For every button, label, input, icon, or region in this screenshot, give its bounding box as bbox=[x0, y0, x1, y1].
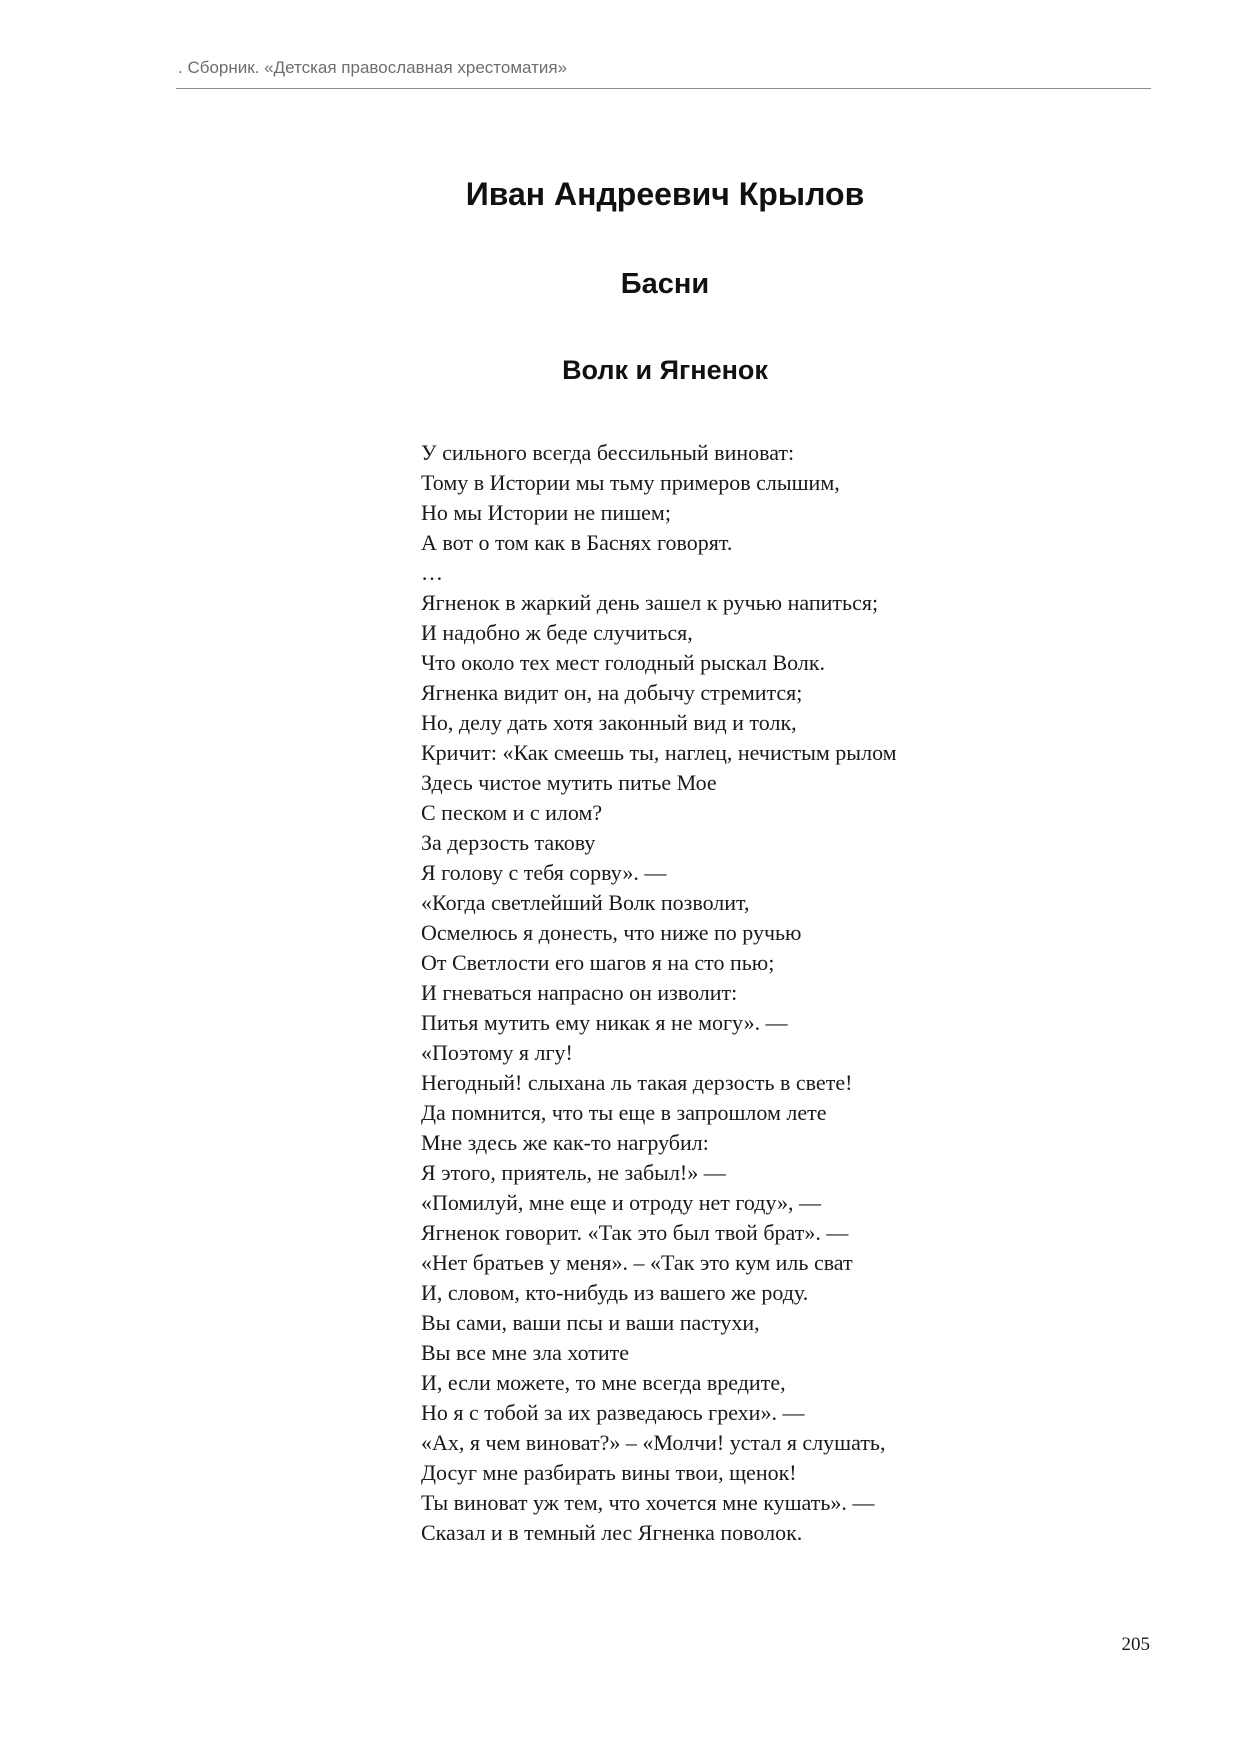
poem-line: … bbox=[421, 560, 443, 585]
poem-line: А вот о том как в Баснях говорят. bbox=[421, 530, 733, 555]
poem-line: Кричит: «Как смеешь ты, наглец, нечистым рылом bbox=[421, 740, 897, 765]
poem-line: И, если можете, то мне всегда вредите, bbox=[421, 1370, 786, 1395]
author-name: Иван Андреевич Крылов bbox=[465, 176, 865, 212]
poem-line: Питья мутить ему никак я не могу». — bbox=[421, 1010, 788, 1035]
section-title: Басни bbox=[620, 268, 710, 300]
poem-line: И гневаться напрасно он изволит: bbox=[421, 980, 738, 1005]
poem-line: За дерзость такову bbox=[421, 830, 596, 855]
poem-line: И, словом, кто-нибудь из вашего же роду. bbox=[421, 1280, 809, 1305]
poem-line: Ягненок говорит. «Так это был твой брат». — bbox=[421, 1220, 849, 1245]
poem-line: Ты виноват уж тем, что хочется мне кушать». — bbox=[421, 1490, 875, 1515]
poem-line: От Светлости его шагов я на сто пью; bbox=[421, 950, 775, 975]
poem-line: Вы сами, ваши псы и ваши пастухи, bbox=[421, 1310, 760, 1335]
poem-line: Здесь чистое мутить питье Мое bbox=[421, 770, 717, 795]
poem-line: И надобно ж беде случиться, bbox=[421, 620, 693, 645]
fable-title: Волк и Ягненок bbox=[562, 355, 768, 385]
poem-line: Но я с тобой за их разведаюсь грехи». — bbox=[421, 1400, 805, 1425]
poem-line: Вы все мне зла хотите bbox=[421, 1340, 630, 1365]
page-number: 205 bbox=[1121, 1634, 1150, 1655]
poem-line: Ягненка видит он, на добычу стремится; bbox=[421, 680, 803, 705]
poem-line: «Нет братьев у меня». – «Так это кум иль сват bbox=[421, 1250, 853, 1275]
poem-line: «Когда светлейший Волк позволит, bbox=[421, 890, 750, 915]
poem-line: Но мы Истории не пишем; bbox=[421, 500, 671, 525]
poem-line: Осмелюсь я донесть, что ниже по ручью bbox=[421, 920, 802, 945]
poem-line: Досуг мне разбирать вины твои, щенок! bbox=[421, 1460, 797, 1485]
poem-line: Что около тех мест голодный рыскал Волк. bbox=[421, 650, 826, 675]
poem-line: Мне здесь же как-то нагрубил: bbox=[421, 1130, 709, 1155]
header-divider bbox=[176, 88, 1151, 89]
poem-line: Я голову с тебя сорву». — bbox=[421, 860, 667, 885]
poem-line: Ягненок в жаркий день зашел к ручью напиться; bbox=[421, 590, 879, 615]
poem-line: Негодный! слыхана ль такая дерзость в свете! bbox=[421, 1070, 853, 1095]
poem-line: С песком и с илом? bbox=[421, 800, 603, 825]
poem-line: Но, делу дать хотя законный вид и толк, bbox=[421, 710, 797, 735]
poem-line: Я этого, приятель, не забыл!» — bbox=[421, 1160, 726, 1185]
poem-text bbox=[421, 438, 897, 1548]
poem-line: Тому в Истории мы тьму примеров слышим, bbox=[421, 470, 840, 495]
poem-line: «Помилуй, мне еще и отроду нет году», — bbox=[421, 1190, 822, 1215]
poem-line: «Ах, я чем виноват?» – «Молчи! устал я слушать, bbox=[421, 1430, 886, 1455]
poem-line: У сильного всегда бессильный виноват: bbox=[421, 440, 795, 465]
poem-line: Да помнится, что ты еще в запрошлом лете bbox=[421, 1100, 827, 1125]
poem-line: Сказал и в темный лес Ягненка поволок. bbox=[421, 1520, 803, 1545]
running-header: . Сборник. «Детская православная хрестоматия» bbox=[178, 58, 568, 77]
poem-line: «Поэтому я лгу! bbox=[421, 1040, 573, 1065]
